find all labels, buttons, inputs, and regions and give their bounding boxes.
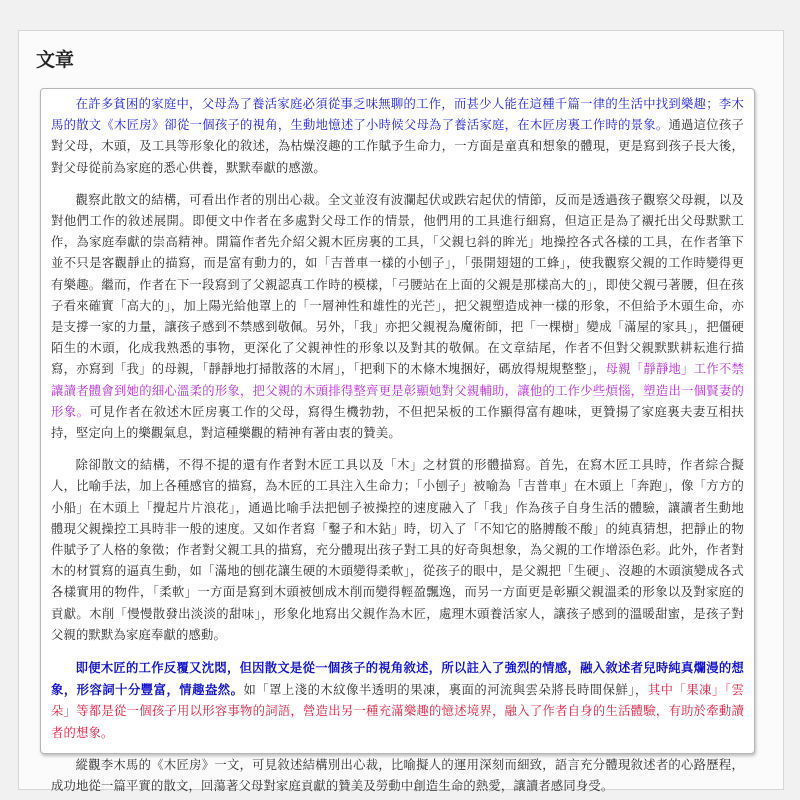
- perspective-highlight: 即便木匠的工作反覆又沈悶，但因散文是從一個孩子的視角敘述，所以註入了強烈的情感，融入敘述者兒時純真爛漫的想象，形容詞十分豐富，情趣盎然。: [51, 660, 744, 698]
- section-title: 文章: [36, 49, 75, 71]
- paragraph-intro: [51, 94, 744, 179]
- perspective-red-highlight: 其中「果凍」「雲朵」等都是從一個孩子用以形容事物的詞語，營造出另一種充滿樂趣的憶述境界，融入了作者自身的生活體驗，有助於牽動讀者的想象。: [51, 683, 744, 740]
- intro-text: 通過這位孩子對父母，木頭，及工具等形象化的敘述，為枯燥沒趣的工作賦予生命力，一方面是童真和想象的體現，更是寫到孩子長大後，對父母從前為家庭的悉心供養，默默奉獻的感激。: [51, 118, 744, 175]
- intro-highlight: 在許多貧困的家庭中，父母為了養活家庭必須從事乏味無聊的工作，而甚少人能在這種千篇一律的生活中找到樂趣；李木馬的散文《木匠房》卻從一個孩子的視角，生動地憶述了小時候父母為了養活家庭，在木匠房裏工作時的景象。: [51, 97, 744, 133]
- structure-text: 觀察此散文的結構，可看出作者的別出心裁。全文並沒有波瀾起伏或跌宕起伏的情節，反而是透過孩子觀察父母親，以及對他們工作的敘述展開。即便文中作者在多處對父母工作的情景，他們用的工具進行細寫，但這正是為了襯托出父母默默工作，為家庭奉獻的崇高精神。開篇作者先介紹父親木匠房裏的工具，「父親乜斜的眸光」地操控各式各樣的工具，在作者筆下並不只是客觀靜止的描寫，而是富有動力的，如「吉普車一樣的小刨子」，「張開翅翅的工蜂」，使我觀察父親的工作時變得更有樂趣。繼而，作者在下一段寫到了父親認真工作時的模樣，「弓腰站在上面的父親是那樣高大的」，即使父親弓著腰，但在孩子看來確實「高大的」，加上陽光給他罩上的「一層神性和雄性的光芒」，把父親塑造成神一樣的形象，不但給予木頭生命，亦是支撐一家的力量，讓孩子感到不禁感到敬佩。另外，「我」亦把父親視為魔術師，把「一棵樹」變成「滿屋的家具」，把僵硬陌生的木頭，化成我熟悉的事物，更深化了父親神性的形象以及對其的敬佩。在文章結尾，作者不但對父親默默耕耘進行描寫，亦寫到「我」的母親，「靜靜地打掃散落的木屑」，「把剩下的木條木塊捆好，碼放得規規整整」，: [51, 192, 744, 377]
- mother-highlight: 母親「靜靜地」工作不禁讓讀者體會到她的細心溫柔的形象，把父親的木頭排得整齊更是彰顯她對父親輔助，讓他的工作少些煩惱，塑造出一個賢妻的形象。: [51, 362, 745, 419]
- paragraph-structure: [51, 190, 744, 444]
- structure-conclusion: 可見作者在敘述木匠房裏工作的父母，寫得生機勃勃，不但把呆板的工作顯得富有趣味，更贊揚了家庭裏夫妻互相扶持，堅定向上的樂觀氣息，對這種樂觀的精神有著由衷的贊美。: [51, 404, 745, 441]
- tools-text: 除卻散文的結構，不得不提的還有作者對木匠工具以及「木」之材質的形體描寫。首先，在寫木匠工具時，作者綜合擬人，比喻手法，加上各種感官的描寫，為木匠的工具注入生命力；「小刨子」被喻為「吉普車」在木頭上「奔跑」，像「方方的小船」在木頭上「攪起片片浪花」，通過比喻手法把刨子被操控的速度融入了「我」作為孩子自身生活的體驗，讓讀者生動地體現父親操控工具時非一般的速度。又如作者寫「鑿子和木鉆」時，切入了「不知它的胳膊酸不酸」的純真猜想，把靜止的物件賦予了人格的象徵；作者對父親工具的描寫，充分體現出孩子對工具的好奇與想象，為父親的工作增添色彩。此外，作者對木的材質寫的逼真生動，如「滿地的刨花讓生硬的木頭變得柔軟」，從孩子的眼中，是父親把「生硬」、沒趣的木頭演變成各式各樣實用的物件，「柔軟」一方面是寫到木頭被刨成木削而變得輕盈飄逸，而另一方面更是彰顯父親溫柔的形象以及對家庭的貢獻。木削「慢慢散發出淡淡的甜味」，形象化地寫出父親作為木匠，處理木頭養活家人，讓孩子感到的溫暖甜蜜，是孩子對父親的默默為家庭奉獻的感動。: [51, 458, 744, 642]
- paragraph-tools: [51, 455, 744, 646]
- article-panel: [40, 88, 755, 794]
- paragraph-perspective: [51, 657, 744, 744]
- conclusion-text: 縱觀李木馬的《木匠房》一文，可見敘述結構別出心裁，比喻擬人的運用深刻而細致，語言充分體現敘述者的心路歷程，成功地從一篇平實的散文，回蕩著父母對家庭貢獻的贊美及勞動中創造生命的熱愛，讓讀者感同身受。: [51, 757, 744, 794]
- perspective-text: 如「罩上淺的木紋像半透明的果凍，裏面的河流與雲朵將長時間保鮮」，: [243, 683, 648, 698]
- paragraph-conclusion: [51, 755, 744, 797]
